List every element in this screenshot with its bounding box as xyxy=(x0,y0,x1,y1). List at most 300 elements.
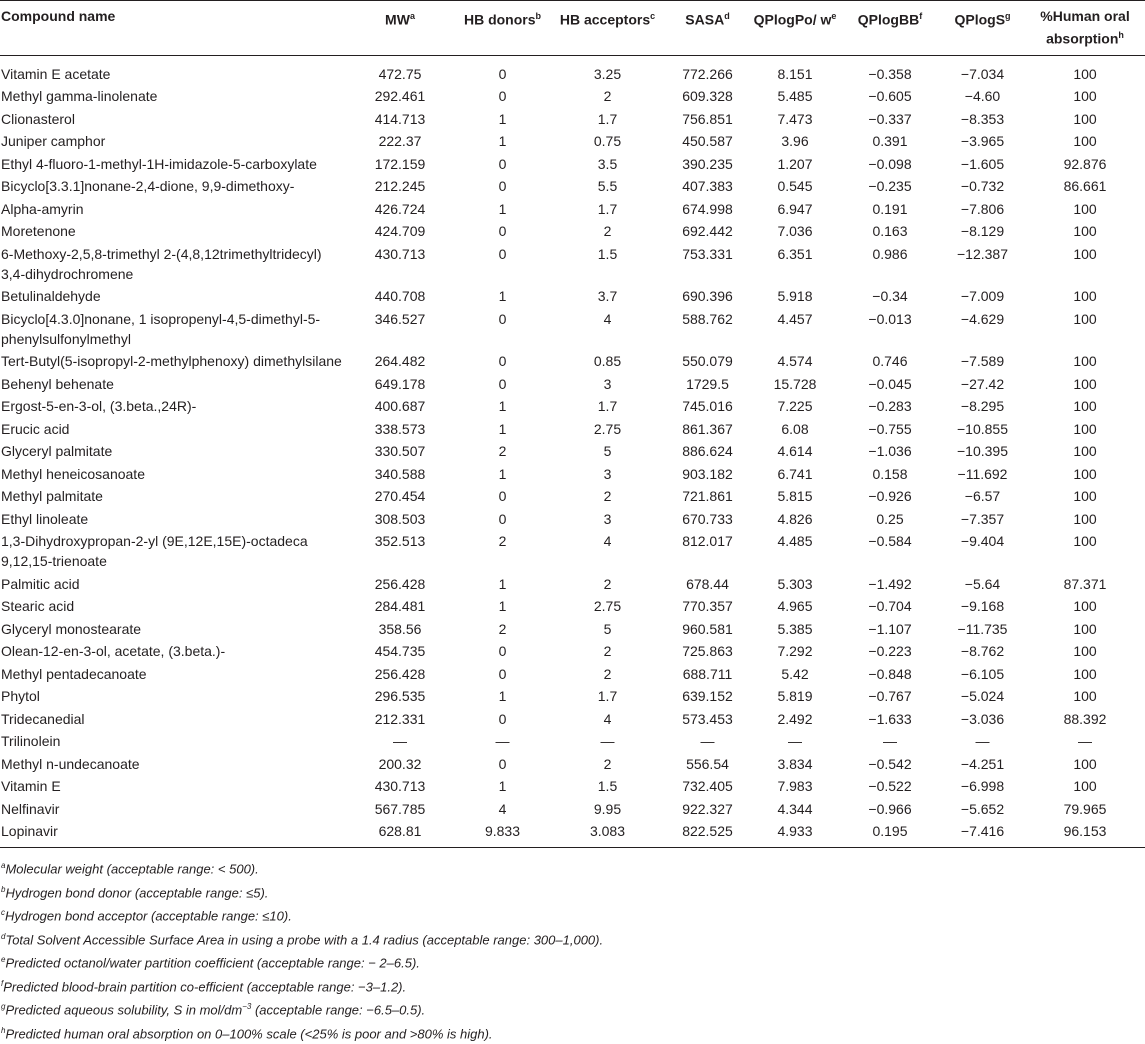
table-row xyxy=(0,685,1145,708)
cell-compound-name: Trilinolein xyxy=(1,733,61,750)
cell-qplogs: −6.105 xyxy=(960,665,1005,682)
cell-compound-name: Betulinaldehyde xyxy=(1,288,101,305)
cell-qplogs: −8.353 xyxy=(960,110,1005,127)
cell-mw: 567.785 xyxy=(374,800,426,817)
table-row xyxy=(0,308,1145,351)
cell-human-oral-absorption: 100 xyxy=(1073,420,1097,437)
cell-qplogpo-w: 6.947 xyxy=(777,200,813,217)
cell-hb-acceptors: 5 xyxy=(603,443,612,460)
cell-sasa: 822.525 xyxy=(682,823,733,840)
table-row xyxy=(0,663,1145,686)
cell-mw: 296.535 xyxy=(374,688,426,705)
cell-hb-acceptors: 1.7 xyxy=(597,200,618,217)
cell-compound-name: Methyl gamma-linolenate xyxy=(1,88,158,105)
cell-qplogpo-w: 7.983 xyxy=(777,778,813,795)
cell-human-oral-absorption: 100 xyxy=(1073,465,1097,482)
cell-hb-acceptors: 3.25 xyxy=(593,65,622,82)
cell-human-oral-absorption: — xyxy=(1078,733,1092,750)
cell-hb-acceptors: 3 xyxy=(603,465,612,482)
footnote-text: Predicted octanol/water partition coefficient (acceptable range: − 2–6.5). xyxy=(5,955,420,971)
col-header-qplogpo-w: QPlogPo/ $w^e$ xyxy=(753,11,837,28)
cell-compound-name: Ethyl 4-fluoro-1-methyl-1H-imidazole-5-carboxylate xyxy=(1,155,317,172)
cell-qplogbb: −0.358 xyxy=(868,65,912,82)
cell-compound-name: Vitamin E xyxy=(1,778,61,795)
cell-mw: 454.735 xyxy=(374,643,426,660)
cell-sasa: 732.405 xyxy=(682,778,733,795)
cell-hb-acceptors: 2 xyxy=(603,488,612,505)
cell-compound-name: Bicyclo[3.3.1]nonane-2,4-dione, 9,9-dimethoxy- xyxy=(1,178,295,195)
cell-sasa: 550.079 xyxy=(682,353,733,370)
cell-qplogbb: −0.013 xyxy=(868,310,912,327)
cell-human-oral-absorption: 100 xyxy=(1073,65,1097,82)
cell-qplogpo-w: 5.819 xyxy=(777,688,813,705)
cell-qplogbb: — xyxy=(883,733,897,750)
cell-mw: 426.724 xyxy=(374,200,426,217)
cell-qplogpo-w: 15.728 xyxy=(773,375,817,392)
footnote-g xyxy=(1,997,1145,1021)
cell-sasa: 390.235 xyxy=(682,155,733,172)
table-row xyxy=(0,440,1145,463)
table-row xyxy=(0,108,1145,131)
cell-qplogbb: −0.283 xyxy=(868,398,912,415)
cell-compound-name: Methyl n-undecanoate xyxy=(1,755,140,772)
cell-qplogpo-w: 6.08 xyxy=(781,420,809,437)
cell-qplogpo-w: 4.574 xyxy=(777,353,813,370)
cell-hb-donors: 1 xyxy=(498,398,507,415)
cell-hb-acceptors: 3 xyxy=(603,510,612,527)
cell-hb-acceptors: 2 xyxy=(603,575,612,592)
cell-compound-name: Glyceryl monostearate xyxy=(1,620,142,637)
cell-qplogbb: −0.045 xyxy=(868,375,912,392)
footnote-text: Hydrogen bond acceptor (acceptable range: ≤10). xyxy=(5,908,292,924)
cell-human-oral-absorption: 100 xyxy=(1073,533,1097,550)
cell-sasa: 756.851 xyxy=(682,110,733,127)
cell-human-oral-absorption: 100 xyxy=(1073,288,1097,305)
cell-mw: 284.481 xyxy=(374,598,426,615)
cell-hb-donors: 0 xyxy=(498,710,507,727)
table-row xyxy=(0,753,1145,776)
cell-mw: 358.56 xyxy=(378,620,422,637)
footnote-text: Molecular weight (acceptable range: < 500). xyxy=(5,861,259,877)
footnote-f xyxy=(1,974,1145,998)
cell-hb-acceptors: 1.7 xyxy=(597,398,618,415)
footnote-c xyxy=(1,903,1145,927)
cell-sasa: 450.587 xyxy=(682,133,733,150)
cell-qplogs: −5.64 xyxy=(964,575,1001,592)
cell-hb-donors: 1 xyxy=(498,575,507,592)
cell-mw: 414.713 xyxy=(374,110,426,127)
cell-hb-acceptors: 9.95 xyxy=(593,800,622,817)
table-row xyxy=(0,130,1145,153)
footnote-text: Predicted human oral absorption on 0–100% scale (<25% is poor and >80% is high). xyxy=(5,1026,493,1042)
cell-hb-acceptors: — xyxy=(600,733,615,750)
cell-qplogbb: −0.605 xyxy=(868,88,912,105)
cell-compound-name: Nelfinavir xyxy=(1,800,60,817)
footnote-a xyxy=(1,856,1145,880)
cell-qplogbb: 0.195 xyxy=(872,823,908,840)
cell-mw: 172.159 xyxy=(374,155,426,172)
cell-hb-donors: 0 xyxy=(498,665,507,682)
table-row xyxy=(0,395,1145,418)
cell-human-oral-absorption: 100 xyxy=(1073,510,1097,527)
cell-qplogs: −8.295 xyxy=(960,398,1005,415)
cell-qplogs: −9.404 xyxy=(960,533,1005,550)
col-header-compound-name: Compound name xyxy=(1,8,116,24)
table-row xyxy=(0,220,1145,243)
cell-qplogpo-w: 4.965 xyxy=(777,598,813,615)
cell-qplogpo-w: 4.614 xyxy=(777,443,813,460)
table-row xyxy=(0,243,1145,286)
cell-hb-donors: 1 xyxy=(498,465,507,482)
cell-compound-name: Glyceryl palmitate xyxy=(1,443,113,460)
cell-qplogs: −12.387 xyxy=(957,245,1008,262)
cell-qplogbb: 0.163 xyxy=(872,223,908,240)
cell-hb-donors: 0 xyxy=(498,178,507,195)
cell-sasa: 960.581 xyxy=(682,620,733,637)
cell-human-oral-absorption: 92.876 xyxy=(1063,155,1107,172)
cell-mw: 430.713 xyxy=(374,245,426,262)
cell-qplogpo-w: 7.225 xyxy=(777,398,813,415)
footnote-b xyxy=(1,880,1145,904)
cell-mw: — xyxy=(393,733,407,750)
cell-compound-name: 1,3-Dihydroxypropan-2-yl (9E,12E,15E)-octadeca 9,12,15-trienoate xyxy=(1,533,308,570)
col-header-hb-donors: HB donors$^b$ xyxy=(463,11,542,28)
cell-hb-donors: 0 xyxy=(498,223,507,240)
footnote-mark: d xyxy=(1,931,6,941)
cell-hb-acceptors: 2 xyxy=(603,88,612,105)
cell-qplogbb: −1.633 xyxy=(868,710,912,727)
cell-human-oral-absorption: 100 xyxy=(1073,620,1097,637)
cell-compound-name: Bicyclo[4.3.0]nonane, 1 isopropenyl-4,5-dimethyl-5-phenylsulfonylmethyl xyxy=(1,310,321,347)
cell-qplogs: −10.855 xyxy=(957,420,1008,437)
cell-hb-donors: 1 xyxy=(498,200,507,217)
cell-mw: 308.503 xyxy=(374,510,426,527)
cell-human-oral-absorption: 100 xyxy=(1073,488,1097,505)
cell-qplogbb: −0.704 xyxy=(868,598,912,615)
cell-human-oral-absorption: 100 xyxy=(1073,688,1097,705)
cell-hb-donors: 0 xyxy=(498,88,507,105)
cell-sasa: 573.453 xyxy=(682,710,733,727)
table-row xyxy=(0,463,1145,486)
cell-qplogs: −1.605 xyxy=(960,155,1005,172)
cell-qplogbb: 0.25 xyxy=(876,510,904,527)
cell-compound-name: 6-Methoxy-2,5,8-trimethyl 2-(4,8,12trimethyltridecyl) 3,4-dihydrochromene xyxy=(1,245,322,282)
cell-human-oral-absorption: 100 xyxy=(1073,375,1097,392)
footnote-mark: e xyxy=(1,955,6,965)
cell-compound-name: Behenyl behenate xyxy=(1,375,114,392)
cell-qplogs: −7.357 xyxy=(960,510,1005,527)
footnote-text: Predicted blood-brain partition co-efficient (acceptable range: −3–1.2). xyxy=(3,979,407,995)
table-row xyxy=(0,373,1145,396)
table-row xyxy=(0,775,1145,798)
table-row xyxy=(0,418,1145,441)
cell-hb-donors: 2 xyxy=(498,443,507,460)
cell-hb-acceptors: 1.7 xyxy=(597,688,618,705)
cell-compound-name: Clionasterol xyxy=(1,110,75,127)
cell-qplogs: −7.416 xyxy=(960,823,1005,840)
cell-human-oral-absorption: 100 xyxy=(1073,398,1097,415)
cell-qplogbb: −0.223 xyxy=(868,643,912,660)
table-row xyxy=(0,730,1145,753)
cell-human-oral-absorption: 100 xyxy=(1073,353,1097,370)
cell-qplogpo-w: 7.292 xyxy=(777,643,813,660)
cell-hb-donors: 2 xyxy=(498,620,507,637)
cell-hb-donors: 1 xyxy=(498,688,507,705)
footnote-text: Total Solvent Accessible Surface Area in using a probe with a 1.4 radius (acceptable range: 300–1,000). xyxy=(5,932,604,948)
cell-human-oral-absorption: 100 xyxy=(1073,443,1097,460)
footnote-mark: h xyxy=(1,1025,6,1035)
cell-sasa: 674.998 xyxy=(682,200,733,217)
cell-sasa: 922.327 xyxy=(682,800,733,817)
cell-hb-donors: 1 xyxy=(498,288,507,305)
cell-hb-acceptors: 2 xyxy=(603,755,612,772)
cell-qplogs: −7.806 xyxy=(960,200,1005,217)
cell-sasa: 692.442 xyxy=(682,223,733,240)
cell-hb-acceptors: 3.5 xyxy=(597,155,618,172)
cell-qplogpo-w: 1.207 xyxy=(777,155,813,172)
cell-qplogbb: 0.158 xyxy=(872,465,908,482)
cell-mw: 340.588 xyxy=(374,465,426,482)
cell-qplogpo-w: 5.815 xyxy=(777,488,813,505)
cell-qplogbb: −1.492 xyxy=(868,575,912,592)
cell-sasa: 770.357 xyxy=(682,598,733,615)
cell-qplogs: −6.998 xyxy=(960,778,1005,795)
cell-qplogbb: −1.107 xyxy=(868,620,912,637)
cell-compound-name: Ergost-5-en-3-ol, (3.beta.,24R)- xyxy=(1,398,197,415)
col-header-qplogs: QPlogS$^g$ xyxy=(954,11,1011,28)
cell-hb-donors: 1 xyxy=(498,133,507,150)
cell-qplogpo-w: 4.457 xyxy=(777,310,813,327)
cell-compound-name: Methyl heneicosanoate xyxy=(1,465,145,482)
cell-sasa: 772.266 xyxy=(682,65,733,82)
table-row xyxy=(0,508,1145,531)
cell-mw: 424.709 xyxy=(374,223,426,240)
cell-sasa: 753.331 xyxy=(682,245,733,262)
cell-sasa: 903.182 xyxy=(682,465,733,482)
cell-hb-donors: 1 xyxy=(498,778,507,795)
cell-sasa: 690.396 xyxy=(682,288,733,305)
cell-qplogs: −10.395 xyxy=(957,443,1008,460)
cell-hb-donors: 1 xyxy=(498,598,507,615)
cell-hb-acceptors: 2 xyxy=(603,665,612,682)
cell-mw: 628.81 xyxy=(378,823,422,840)
cell-qplogpo-w: 2.492 xyxy=(777,710,813,727)
cell-qplogpo-w: — xyxy=(788,733,802,750)
cell-qplogbb: −0.098 xyxy=(868,155,912,172)
cell-qplogbb: −1.036 xyxy=(868,443,912,460)
cell-qplogs: −6.57 xyxy=(964,488,1001,505)
cell-hb-donors: 9.833 xyxy=(484,823,521,840)
cell-qplogbb: −0.848 xyxy=(868,665,912,682)
cell-qplogs: −9.168 xyxy=(960,598,1005,615)
footnote-mark: f xyxy=(1,978,4,988)
cell-hb-donors: 0 xyxy=(498,510,507,527)
cell-compound-name: Methyl palmitate xyxy=(1,488,103,505)
cell-qplogs: −5.024 xyxy=(960,688,1005,705)
cell-sasa: 1729.5 xyxy=(686,375,729,392)
cell-compound-name: Stearic acid xyxy=(1,598,75,615)
cell-qplogpo-w: 6.741 xyxy=(777,465,813,482)
cell-mw: 352.513 xyxy=(374,533,426,550)
col-header-hb-acceptors: HB acceptors$^c$ xyxy=(559,11,656,28)
cell-sasa: 745.016 xyxy=(682,398,733,415)
cell-sasa: — xyxy=(700,733,715,750)
cell-qplogs: −4.60 xyxy=(964,88,1001,105)
cell-hb-acceptors: 1.5 xyxy=(597,245,618,262)
cell-qplogpo-w: 3.96 xyxy=(781,133,809,150)
table-row xyxy=(0,285,1145,308)
cell-mw: 270.454 xyxy=(374,488,426,505)
cell-hb-donors: 0 xyxy=(498,755,507,772)
cell-mw: 212.331 xyxy=(374,710,426,727)
cell-hb-acceptors: 2 xyxy=(603,223,612,240)
cell-qplogpo-w: 5.303 xyxy=(777,575,813,592)
table-body xyxy=(0,55,1145,848)
table-row xyxy=(0,175,1145,198)
cell-human-oral-absorption: 100 xyxy=(1073,88,1097,105)
cell-qplogpo-w: 4.933 xyxy=(777,823,813,840)
cell-qplogpo-w: 6.351 xyxy=(777,245,813,262)
cell-hb-donors: 0 xyxy=(498,65,507,82)
cell-sasa: 721.861 xyxy=(682,488,733,505)
cell-qplogbb: −0.34 xyxy=(872,288,908,305)
cell-hb-acceptors: 0.75 xyxy=(593,133,622,150)
cell-hb-donors: 0 xyxy=(498,488,507,505)
cell-human-oral-absorption: 100 xyxy=(1073,200,1097,217)
cell-mw: 346.527 xyxy=(374,310,426,327)
cell-qplogpo-w: 4.485 xyxy=(777,533,813,550)
cell-qplogs: −5.652 xyxy=(960,800,1005,817)
cell-hb-acceptors: 5 xyxy=(603,620,612,637)
cell-human-oral-absorption: 100 xyxy=(1073,755,1097,772)
cell-hb-acceptors: 2.75 xyxy=(593,598,622,615)
cell-hb-donors: 1 xyxy=(498,420,507,437)
cell-qplogs: −4.629 xyxy=(960,310,1005,327)
cell-hb-acceptors: 4 xyxy=(603,310,612,327)
cell-hb-donors: — xyxy=(495,733,510,750)
cell-qplogs: −7.009 xyxy=(960,288,1005,305)
cell-human-oral-absorption: 79.965 xyxy=(1063,800,1107,817)
cell-compound-name: Moretenone xyxy=(1,223,76,240)
cell-human-oral-absorption: 100 xyxy=(1073,310,1097,327)
table-row xyxy=(0,618,1145,641)
cell-sasa: 609.328 xyxy=(682,88,733,105)
cell-qplogs: — xyxy=(975,733,990,750)
table-row xyxy=(0,595,1145,618)
table-row xyxy=(0,708,1145,731)
cell-qplogpo-w: 3.834 xyxy=(777,755,813,772)
cell-qplogpo-w: 4.344 xyxy=(777,800,813,817)
cell-qplogbb: −0.235 xyxy=(868,178,912,195)
cell-compound-name: Ethyl linoleate xyxy=(1,510,89,527)
cell-sasa: 725.863 xyxy=(682,643,733,660)
cell-qplogs: −11.692 xyxy=(957,465,1008,482)
col-header-mw: $MW^a$ xyxy=(385,11,415,28)
cell-compound-name: Methyl pentadecanoate xyxy=(1,665,147,682)
cell-compound-name: Olean-12-en-3-ol, acetate, (3.beta.)- xyxy=(1,643,226,660)
table-row xyxy=(0,820,1145,848)
cell-qplogpo-w: 5.485 xyxy=(777,88,813,105)
cell-mw: 649.178 xyxy=(374,375,426,392)
cell-hb-acceptors: 2.75 xyxy=(593,420,622,437)
cell-qplogbb: −0.542 xyxy=(868,755,912,772)
cell-hb-acceptors: 1.5 xyxy=(597,778,618,795)
cell-human-oral-absorption: 100 xyxy=(1073,665,1097,682)
cell-hb-donors: 0 xyxy=(498,155,507,172)
footnote-mark: c xyxy=(1,908,5,918)
cell-qplogs: −7.034 xyxy=(960,65,1005,82)
cell-compound-name: Tridecanedial xyxy=(1,710,85,727)
cell-sasa: 678.44 xyxy=(686,575,729,592)
cell-mw: 400.687 xyxy=(374,398,426,415)
footnote-exponent: −3 xyxy=(242,1002,252,1012)
footnote-mark: b xyxy=(1,884,6,894)
col-header-qplogbb: QPlogBB$^f$ xyxy=(857,11,923,28)
table-row xyxy=(0,530,1145,573)
cell-qplogpo-w: 8.151 xyxy=(777,65,813,82)
cell-sasa: 688.711 xyxy=(682,665,733,682)
cell-qplogs: −3.036 xyxy=(960,710,1005,727)
cell-qplogpo-w: 0.545 xyxy=(777,178,813,195)
footnote-text-tail: (acceptable range: −6.5–0.5). xyxy=(251,1002,426,1018)
cell-compound-name: Phytol xyxy=(1,688,40,705)
cell-sasa: 639.152 xyxy=(682,688,733,705)
cell-qplogbb: −0.337 xyxy=(868,110,912,127)
cell-hb-acceptors: 2 xyxy=(603,643,612,660)
cell-qplogbb: −0.966 xyxy=(868,800,912,817)
cell-qplogs: −0.732 xyxy=(960,178,1005,195)
cell-qplogs: −11.735 xyxy=(957,620,1008,637)
footnote-h xyxy=(1,1021,1145,1044)
cell-mw: 430.713 xyxy=(374,778,426,795)
cell-qplogpo-w: 5.918 xyxy=(777,288,813,305)
cell-sasa: 407.383 xyxy=(682,178,733,195)
footnote-text: Hydrogen bond donor (acceptable range: ≤5). xyxy=(5,885,269,901)
cell-mw: 292.461 xyxy=(374,88,426,105)
cell-human-oral-absorption: 88.392 xyxy=(1063,710,1107,727)
cell-mw: 200.32 xyxy=(378,755,422,772)
footnote-mark: a xyxy=(1,861,6,871)
cell-qplogpo-w: 5.385 xyxy=(777,620,813,637)
table-row xyxy=(0,55,1145,85)
table-row xyxy=(0,153,1145,176)
cell-compound-name: Alpha-amyrin xyxy=(1,200,84,217)
cell-qplogbb: 0.391 xyxy=(872,133,908,150)
cell-mw: 338.573 xyxy=(374,420,426,437)
table-row xyxy=(0,198,1145,221)
cell-sasa: 670.733 xyxy=(682,510,733,527)
cell-qplogbb: −0.926 xyxy=(868,488,912,505)
cell-compound-name: Palmitic acid xyxy=(1,575,80,592)
cell-human-oral-absorption: 100 xyxy=(1073,110,1097,127)
col-header-human-oral-absorption: %Human oral absorption$^h$ xyxy=(1040,8,1130,47)
table-header-row xyxy=(0,1,1145,56)
cell-mw: 256.428 xyxy=(374,575,426,592)
cell-qplogpo-w: 7.036 xyxy=(777,223,813,240)
cell-hb-acceptors: 4 xyxy=(603,710,612,727)
cell-human-oral-absorption: 100 xyxy=(1073,643,1097,660)
cell-mw: 212.245 xyxy=(374,178,426,195)
cell-qplogs: −8.129 xyxy=(960,223,1005,240)
cell-hb-acceptors: 3 xyxy=(603,375,612,392)
cell-hb-donors: 0 xyxy=(498,643,507,660)
cell-human-oral-absorption: 100 xyxy=(1073,778,1097,795)
cell-hb-acceptors: 3.083 xyxy=(589,823,626,840)
table-footnotes xyxy=(0,848,1145,1044)
cell-human-oral-absorption: 100 xyxy=(1073,133,1097,150)
cell-hb-acceptors: 5.5 xyxy=(597,178,618,195)
cell-hb-acceptors: 1.7 xyxy=(597,110,618,127)
